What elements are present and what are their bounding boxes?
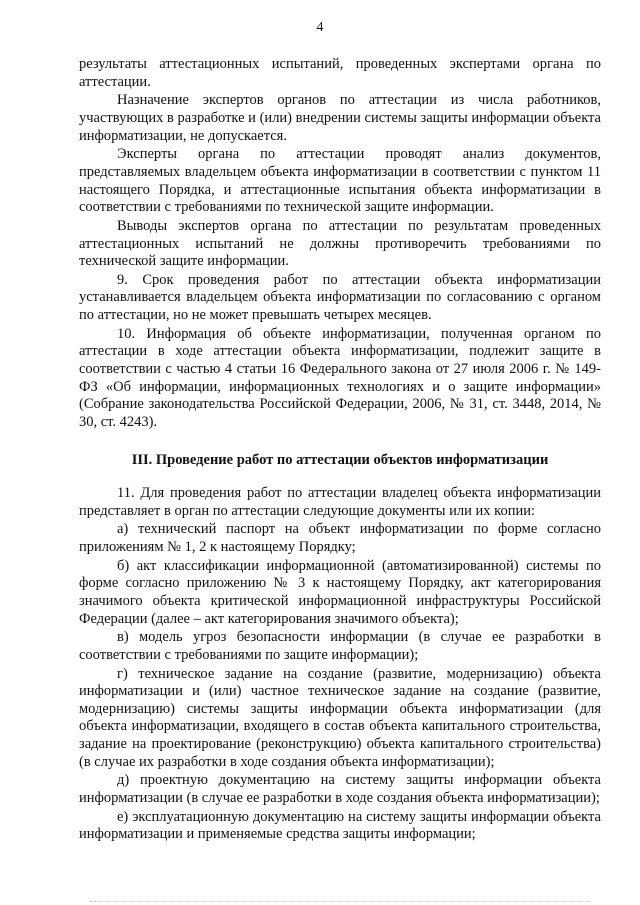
paragraph-expert-analysis: Эксперты органа по аттестации проводят анализ документов, представляемых владельцем объекта информатизации в соответствии с пунктом 11 настоящего Порядка, и аттестационные испытания объекта информатизации в соответствии с требованиями по технической защите информации. bbox=[79, 146, 601, 216]
scan-edge-line bbox=[90, 901, 590, 902]
list-item-e: е) эксплуатационную документацию на систему защиты информации объекта информатизации и применяемые средства защиты информации; bbox=[79, 808, 601, 843]
list-item-g: г) техническое задание на создание (развитие, модернизацию) объекта информатизации и (или) частное техническое задание на создание (развитие, модернизацию) системы защиты информации объекта информатизации (для объекта информатизации, входящего в состав объекта капитального строительства, задание на проектирование (реконструкцию) объекта капитального строительства) (в случае их разработки в ходе создания объекта информатизации); bbox=[79, 665, 601, 770]
list-item-a: а) технический паспорт на объект информатизации по форме согласно приложениям № 1, 2 к настоящему Порядку; bbox=[79, 521, 601, 555]
list-item-v: в) модель угроз безопасности информации (в случае ее разработки в соответствии с требованиями по защите информации); bbox=[79, 629, 601, 663]
paragraph-continuation: результаты аттестационных испытаний, проведенных экспертами органа по аттестации. bbox=[79, 56, 601, 90]
page-number: 4 bbox=[316, 20, 324, 35]
list-item-b: б) акт классификации информационной (автоматизированной) системы по форме согласно приложению № 3 к настоящему Порядку, акт категорирования значимого объекта критической информационной инфраструктуры Российской Федерации (далее – акт категорирования значимого объекта); bbox=[79, 557, 601, 627]
paragraph-expert-appointment: Назначение экспертов органов по аттестации из числа работников, участвующих в разработке и (или) внедрении системы защиты информации объекта информатизации, не допускается. bbox=[79, 92, 601, 144]
section-heading: III. Проведение работ по аттестации объектов информатизации bbox=[131, 452, 549, 469]
paragraph-item-11: 11. Для проведения работ по аттестации владелец объекта информатизации представляет в орган по аттестации следующие документы или их копии: bbox=[79, 485, 601, 519]
list-item-d: д) проектную документацию на систему защиты информации объекта информатизации (в случае ее разработки в ходе создания объекта информатизации); bbox=[79, 772, 601, 807]
paragraph-item-9: 9. Срок проведения работ по аттестации объекта информатизации устанавливается владельцем объекта информатизации по согласованию с органом по аттестации, но не может превышать четырех месяцев. bbox=[79, 271, 601, 324]
document-body bbox=[79, 56, 601, 845]
paragraph-item-10: 10. Информация об объекте информатизации, полученная органом по аттестации в ходе аттестации объекта информатизации, подлежит защите в соответствии с частью 4 статьи 16 Федерального закона от 27 июля 2006 г. № 149-ФЗ «Об информации, информационных технологиях и о защите информации» (Собрание законодательства Российской Федерации, 2006, № 31, ст. 3448, 2014, № 30, ст. 4243). bbox=[79, 325, 601, 430]
paragraph-expert-conclusions: Выводы экспертов органа по аттестации по результатам проведенных аттестационных испытаний не должны противоречить требованиями по технической защите информации. bbox=[79, 217, 601, 270]
